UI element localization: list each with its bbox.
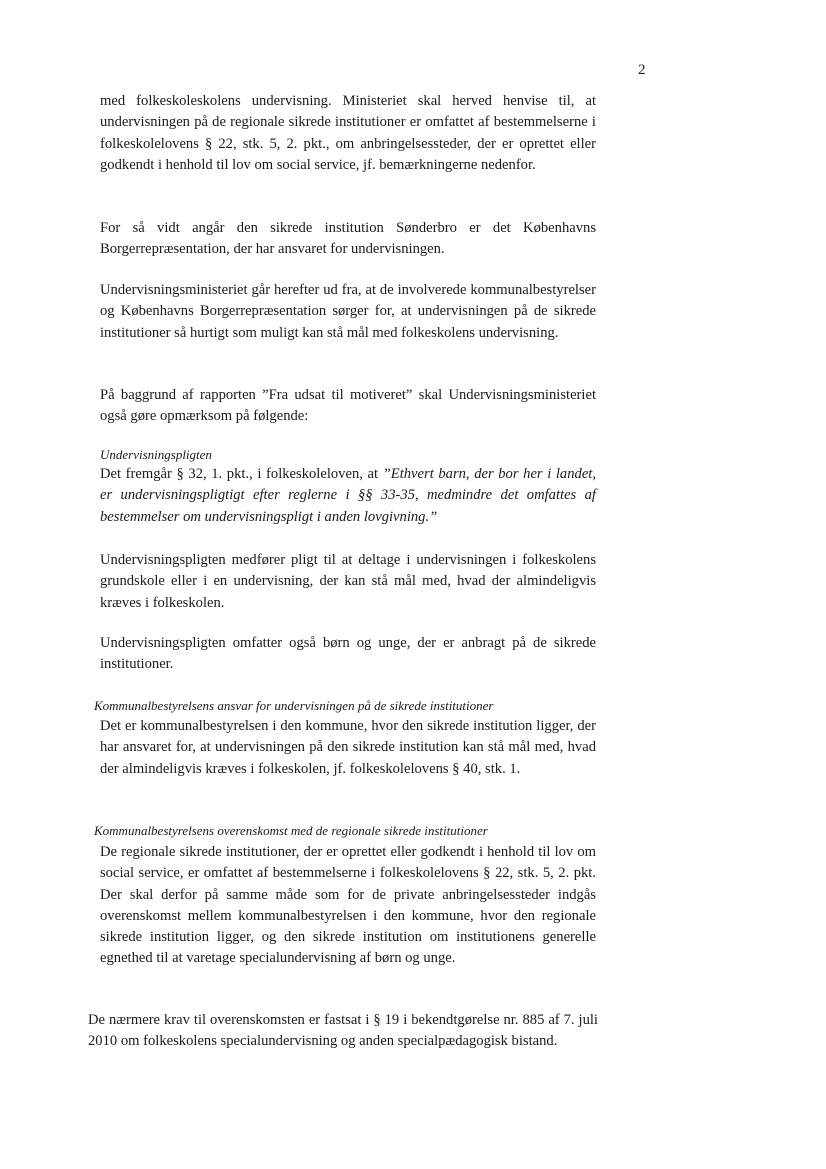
section-32-prefix: Det fremgår § 32, 1. pkt., i folkeskoleloven, at [100,466,383,482]
heading-compulsory-education: Undervisningspligten [100,447,212,462]
page-number: 2 [638,62,646,78]
section-32-quote: ”Ethvert barn, der bor her i landet, er undervisningspligtigt efter reglerne i §§ 33-35, medmindre det omfattes af bestemmelser om undervisningspligt i anden lovgivning.” [100,466,597,525]
paragraph-placed-children: Undervisningspligten omfatter også børn og unge, der er anbragt på de sikrede institutioner. [100,635,596,673]
paragraph-duty-scope: Undervisningspligten medfører pligt til at deltage i undervisningen i folkeskolens grundskole eller i en undervisning, der kan stå mål med, hvad der almindeligvis kræves i folkeskolen. [100,552,596,611]
paragraph-agreement-requirements: De nærmere krav til overenskomsten er fastsat i § 19 i bekendtgørelse nr. 885 af 7. juli 2010 om folkeskolens specialundervisning og anden specialpædagogisk bistand. [88,1012,598,1050]
paragraph-council-agreement: De regionale sikrede institutioner, der er oprettet eller godkendt i henhold til lov om social service, er omfattet af bestemmelserne i folkeskolelovens § 22, stk. 5, 2. pkt. Der skal derfor på samme måde som for de private anbringelsessteder indgås overenskomst mellem kommunalbestyrelsen i den kommune, hvor den regionale sikrede institution ligger, og den sikrede institution om institutionens generelle egnethed til at varetage specialundervisning af børn og unge. [100,844,596,967]
paragraph-ministry-reference: med folkeskoleskolens undervisning. Ministeriet skal herved henvise til, at undervisningen på de regionale sikrede institutioner er omfattet af bestemmelserne i folkeskolelovens § 22, stk. 5, 2. pkt., om anbringelsessteder, der er oprettet eller godkendt i henhold til lov om social service, jf. bemærkningerne nedenfor. [100,93,596,173]
heading-council-agreement: Kommunalbestyrelsens overenskomst med de regionale sikrede institutioner [94,823,488,838]
heading-council-responsibility: Kommunalbestyrelsens ansvar for undervisningen på de sikrede institutioner [94,698,494,713]
paragraph-section-32 [100,464,596,528]
paragraph-sonderbro: For så vidt angår den sikrede institution Sønderbro er det Københavns Borgerrepræsentation, der har ansvaret for undervisningen. [100,220,596,258]
paragraph-council-responsibility: Det er kommunalbestyrelsen i den kommune, hvor den sikrede institution ligger, der har ansvaret for, at undervisningen på den sikrede institution kan stå mål med, hvad der almindeligvis kræves i folkeskolen, jf. folkeskolelovens § 40, stk. 1. [100,718,596,777]
paragraph-report-intro: På baggrund af rapporten ”Fra udsat til motiveret” skal Undervisningsministeriet også gøre opmærksom på følgende: [100,387,596,425]
paragraph-municipal-councils: Undervisningsministeriet går herefter ud fra, at de involverede kommunalbestyrelser og Københavns Borgerrepræsentation sørger for, at undervisningen på de sikrede institutioner så hurtigt som muligt kan stå mål med folkeskolens undervisning. [100,282,596,341]
